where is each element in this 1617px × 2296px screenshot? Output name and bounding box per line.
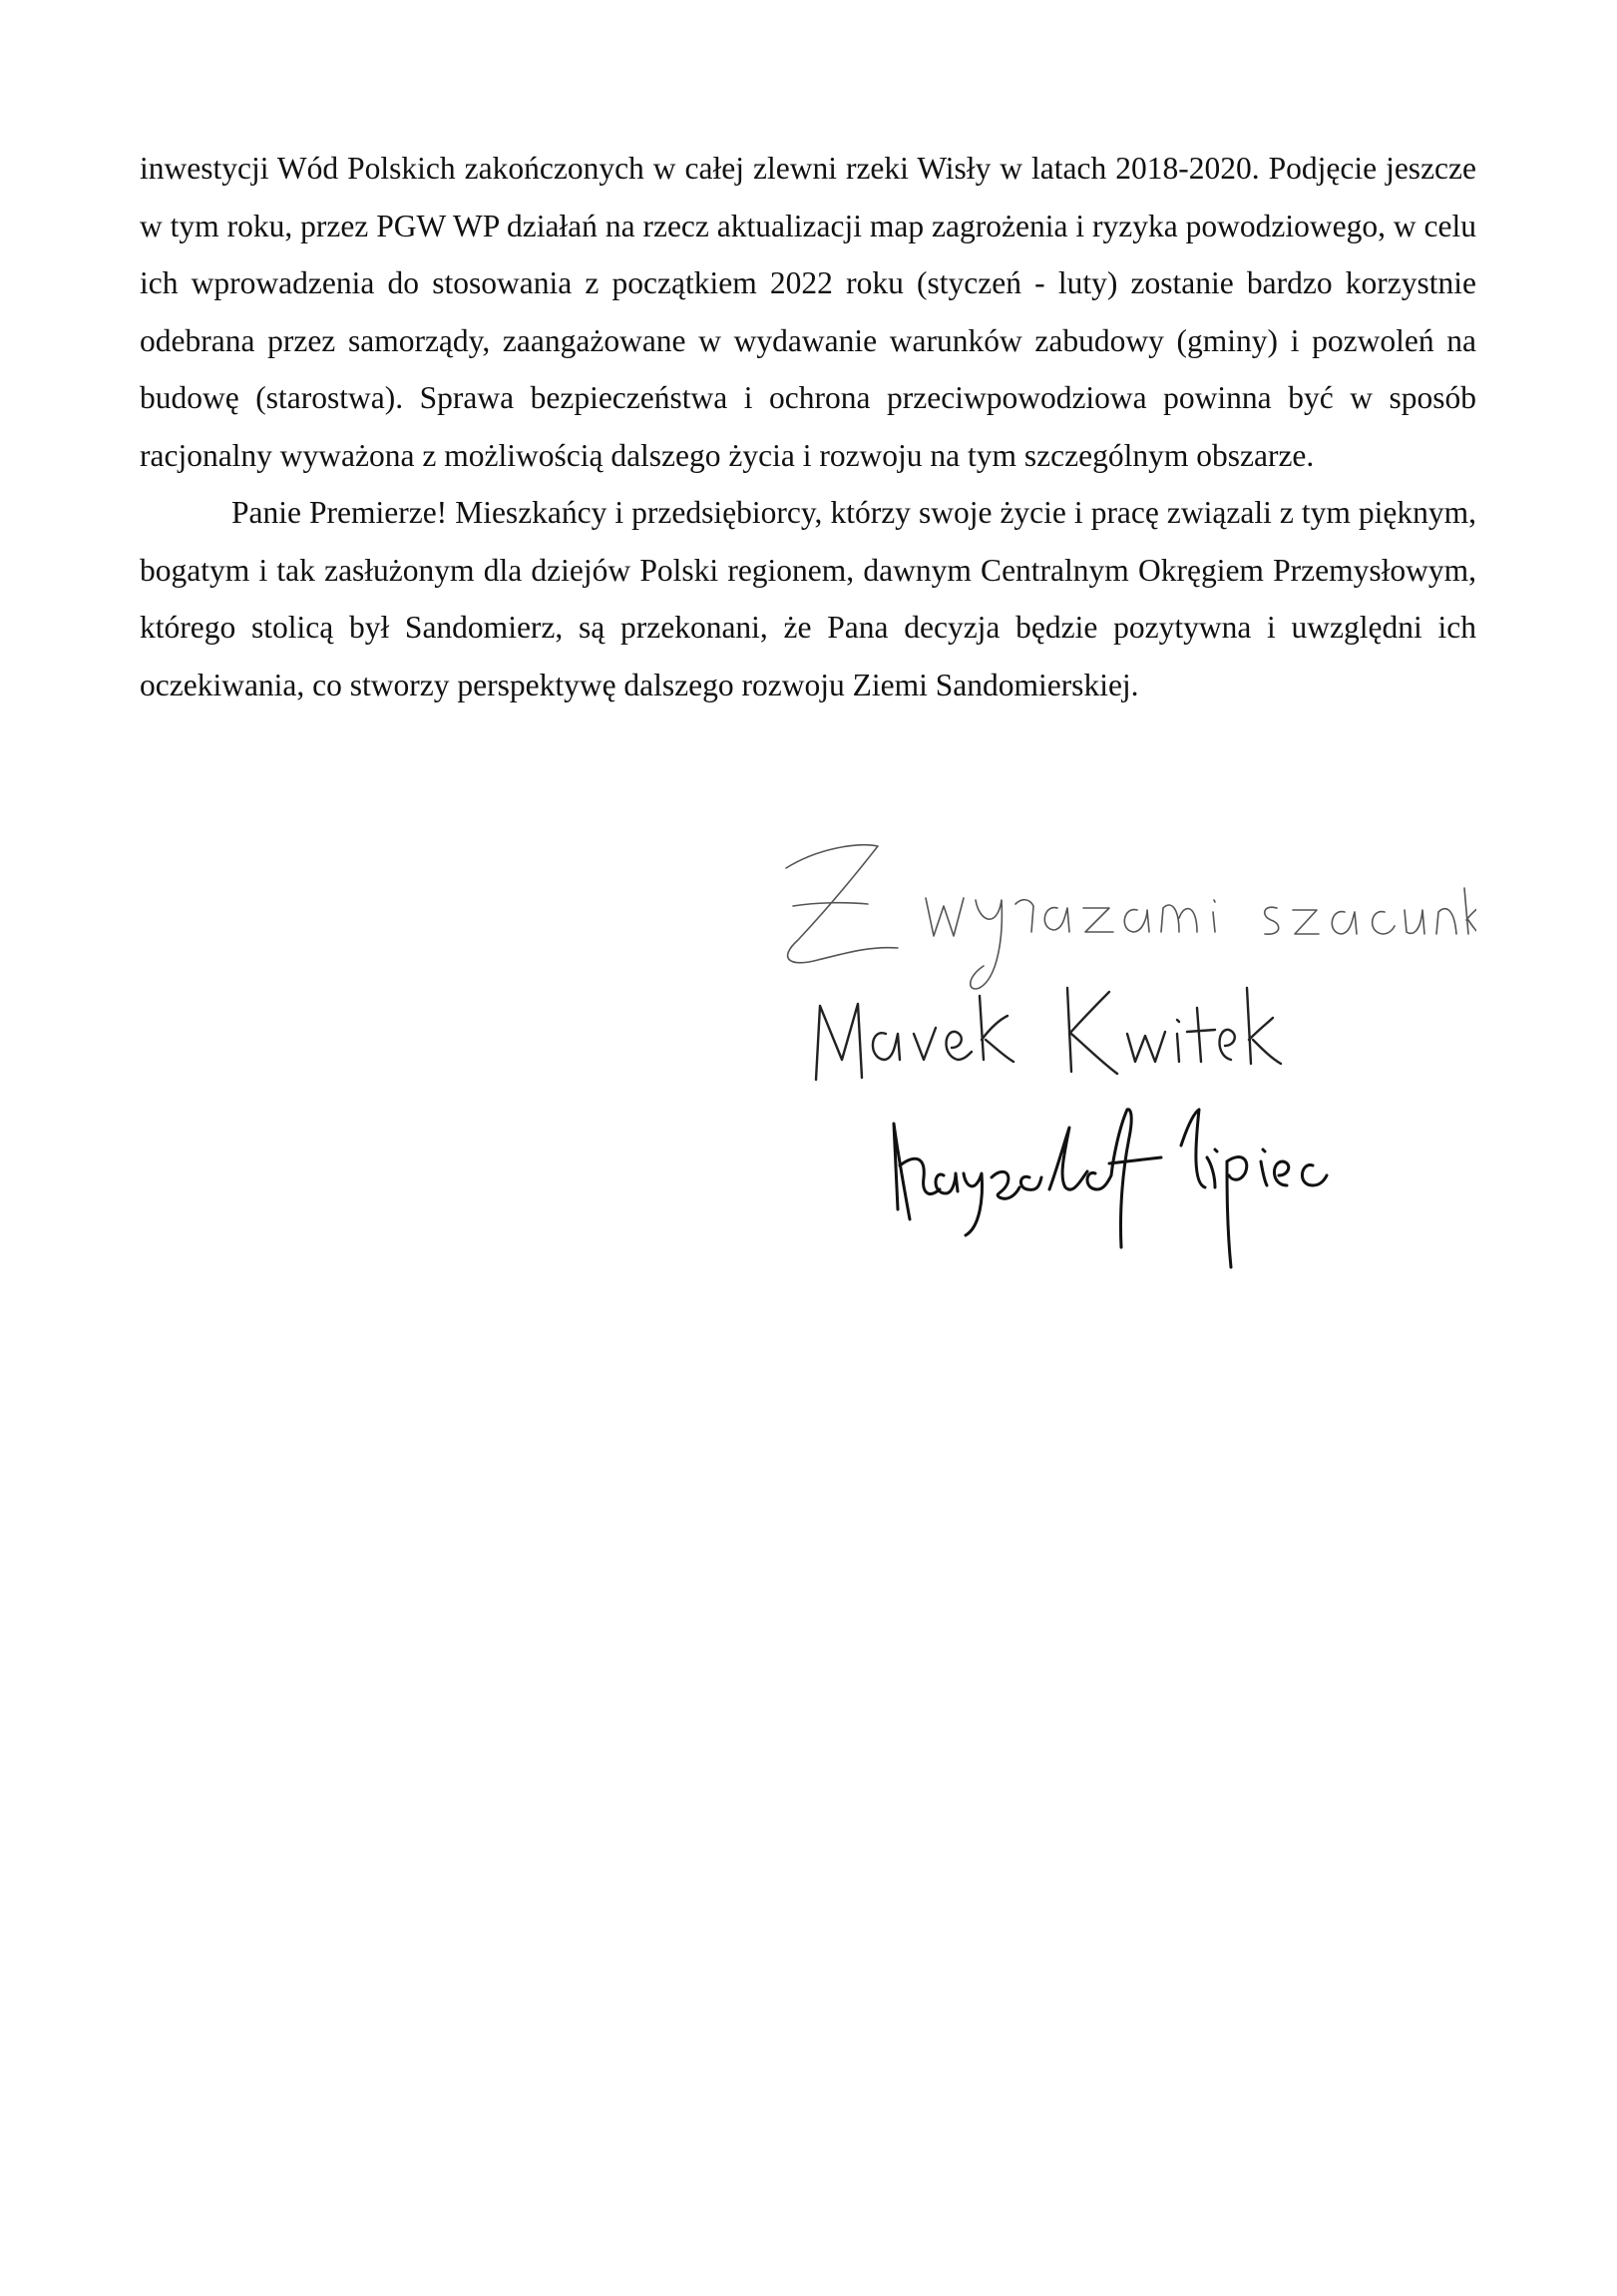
closing-handwriting	[786, 845, 1476, 989]
signature-krzysztof-lipiec	[894, 1110, 1327, 1267]
letter-body	[140, 140, 1476, 713]
signature-marek-kwitek	[816, 988, 1281, 1080]
signature-drawing	[758, 828, 1476, 1307]
paragraph-closing-appeal: Panie Premierze! Mieszkańcy i przedsiębiorcy, którzy swoje życie i pracę związali z tym pięknym, bogatym i tak zasłużonym dla dziejów Polski regionem, dawnym Centralnym Okręgiem Przemysłowym, którego stolicą był Sandomierz, są przekonani, że Pana decyzja będzie pozytywna i uwzględni ich oczekiwania, co stworzy perspektywę dalszego rozwoju Ziemi Sandomierskiej.	[140, 495, 1476, 702]
paragraph-continuation: inwestycji Wód Polskich zakończonych w całej zlewni rzeki Wisły w latach 2018-2020. Podjęcie jeszcze w tym roku, przez PGW WP działań na rzecz aktualizacji map zagrożenia i ryzyka powodziowego, w celu ich wprowadzenia do stosowania z początkiem 2022 roku (styczeń - luty) zostanie bardzo korzystnie odebrana przez samorządy, zaangażowane w wydawanie warunków zabudowy (gminy) i pozwoleń na budowę (starostwa). Sprawa bezpieczeństwa i ochrona przeciwpowodziowa powinna być w sposób racjonalny wyważona z możliwością dalszego życia i rozwoju na tym szczególnym obszarze.	[140, 151, 1476, 473]
handwritten-signatures	[758, 828, 1476, 1307]
